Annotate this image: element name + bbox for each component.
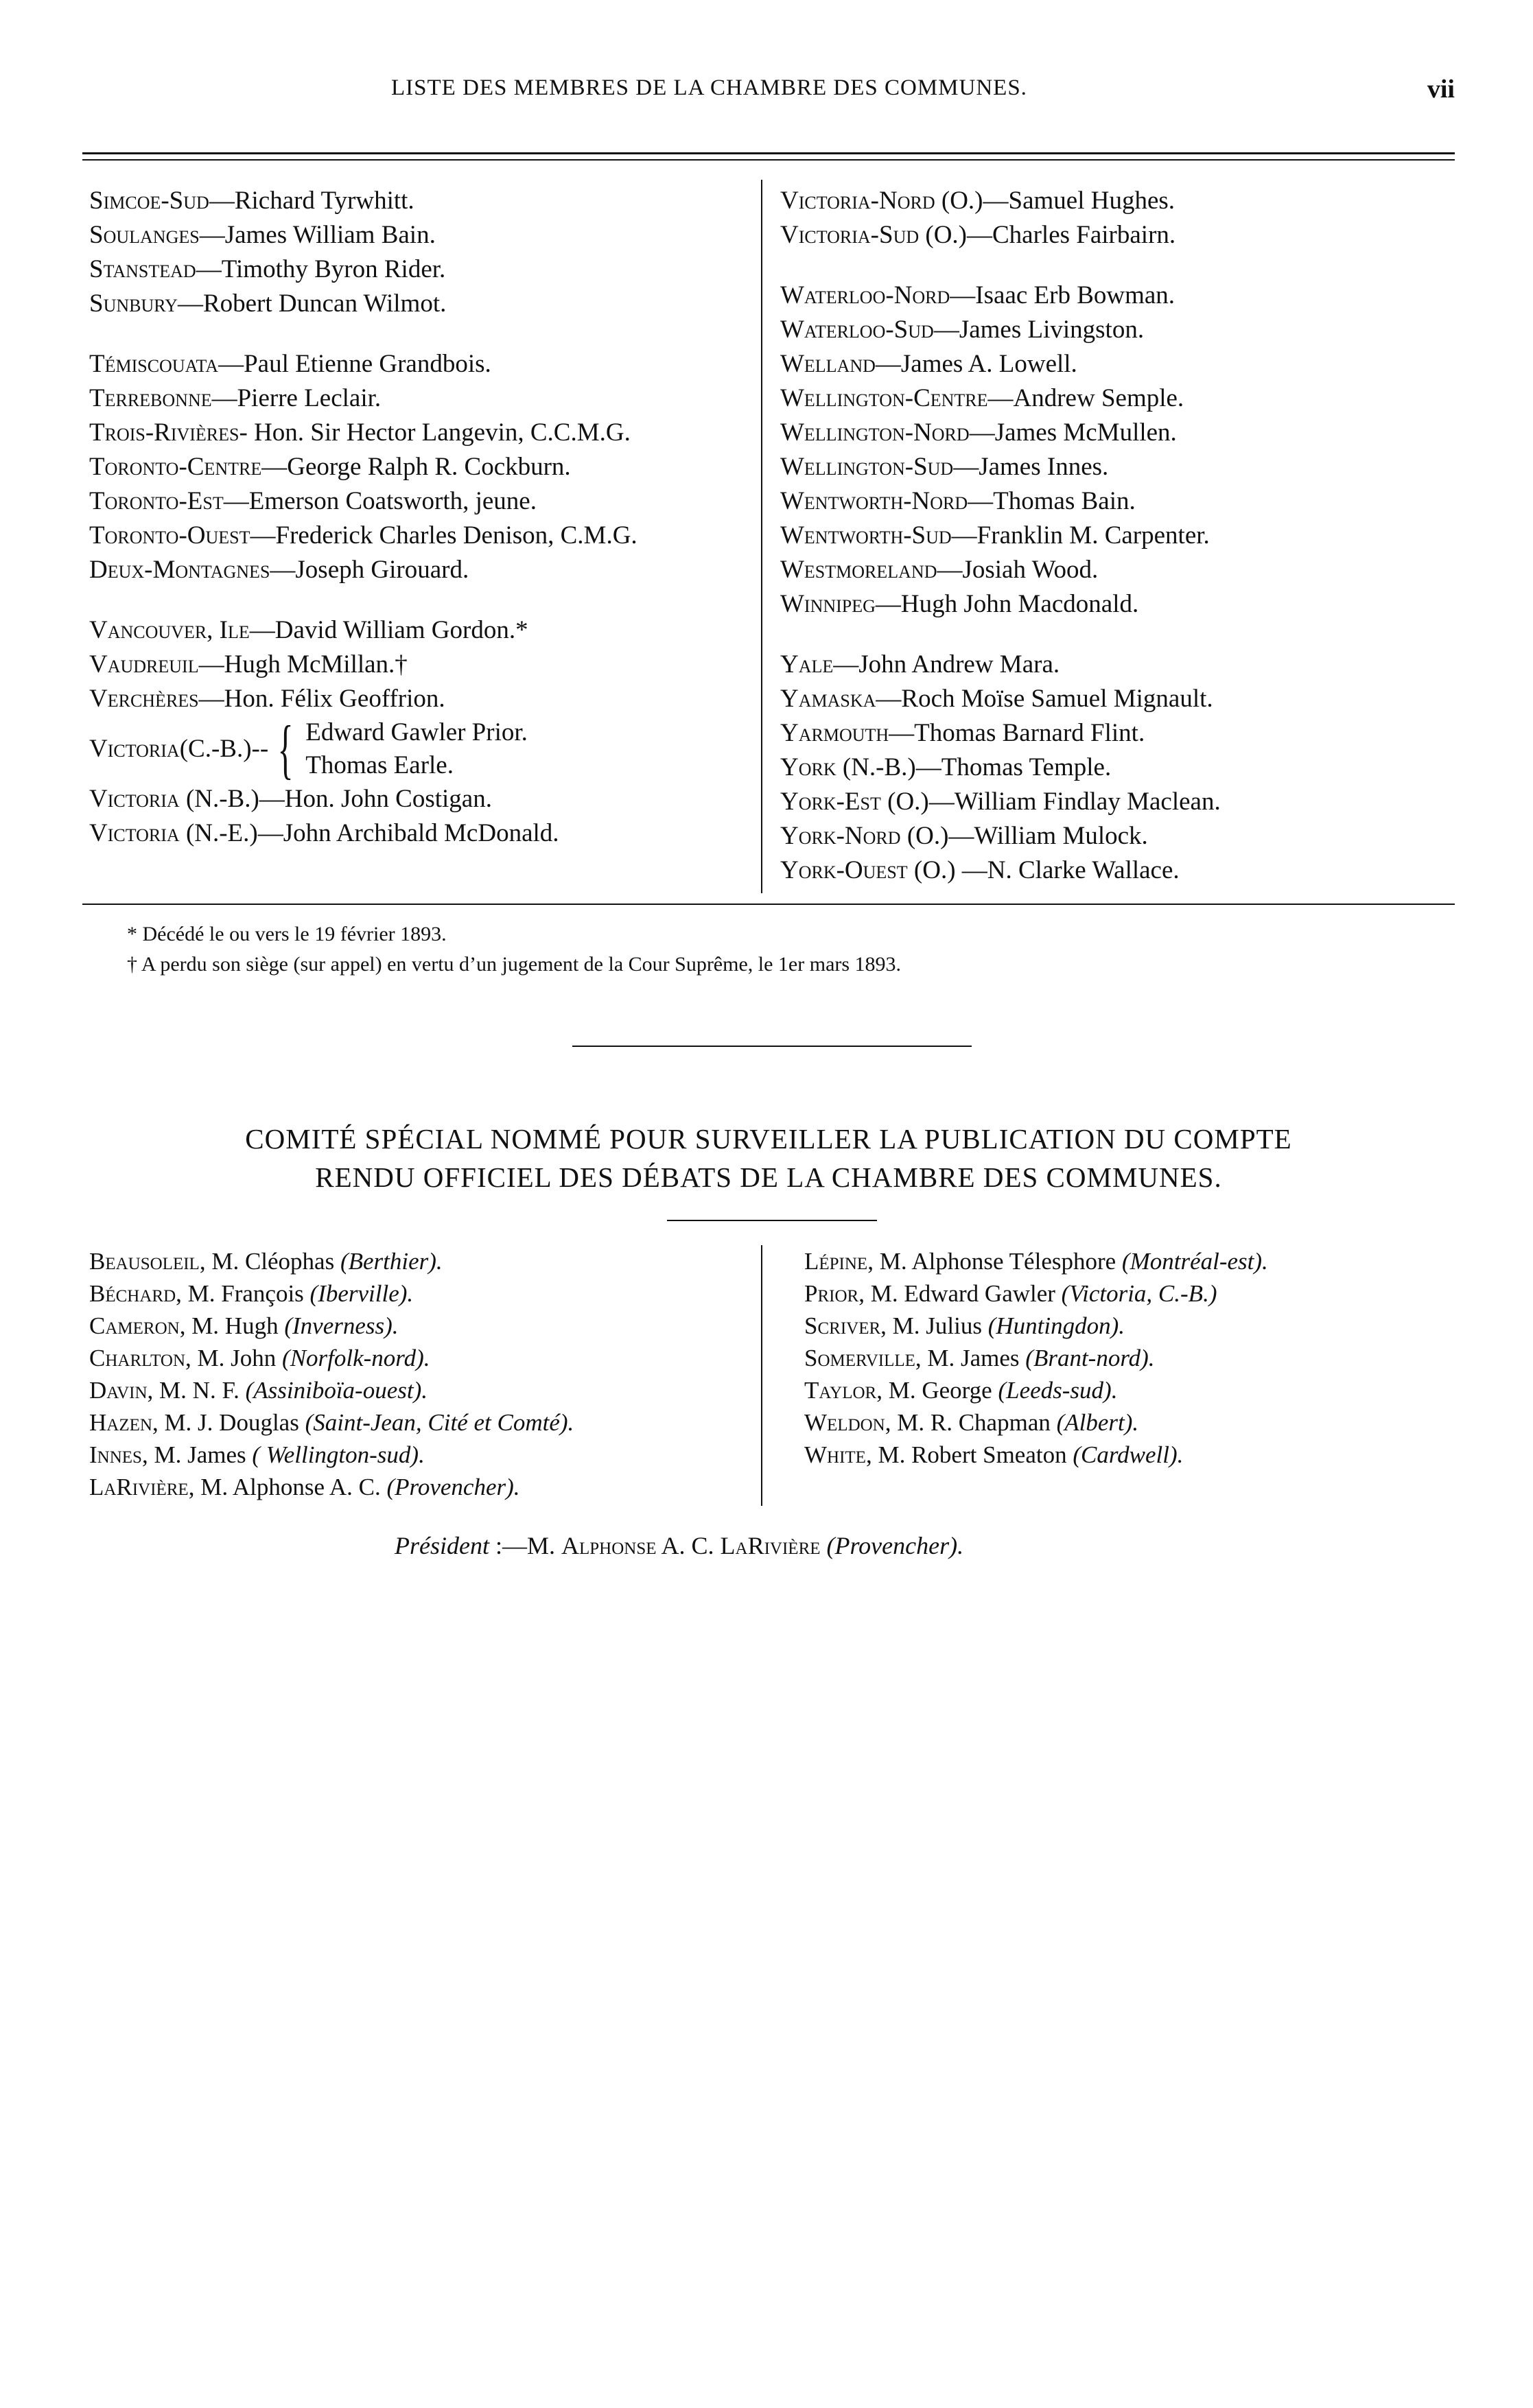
- member-name: —George Ralph R. Cockburn.: [261, 453, 571, 481]
- committee-title: [82, 1120, 1455, 1196]
- member-riding: (Victoria, C.-B.): [1061, 1280, 1217, 1307]
- riding-name: Victoria: [89, 819, 180, 847]
- member-surname: Somerville: [804, 1345, 915, 1371]
- president-riding: (Provencher).: [820, 1532, 964, 1559]
- member-surname: Hazen: [89, 1409, 152, 1436]
- riding-name: Sunbury: [89, 290, 178, 318]
- riding-name: Winnipeg: [780, 590, 876, 618]
- riding-name: York-Est: [780, 788, 881, 816]
- riding-name: Waterloo-Nord: [780, 281, 950, 309]
- riding-name: Yarmouth: [780, 719, 889, 747]
- committee-member: [89, 1406, 574, 1439]
- member-name: (N.-B.)—Hon. John Costigan.: [179, 785, 492, 813]
- constituency-entry: [780, 416, 1221, 450]
- constituency-entry: [780, 819, 1221, 853]
- constituency-entry: [89, 252, 637, 287]
- riding-name: Welland: [780, 350, 876, 378]
- group-spacer: [780, 622, 1221, 648]
- member-surname: Innes: [89, 1441, 142, 1468]
- group-spacer: [780, 252, 1221, 279]
- member-surname: White: [804, 1441, 866, 1468]
- riding-suffix: (C.-B.)--: [179, 735, 269, 763]
- constituency-entry-victoria-cb: [89, 712, 637, 786]
- constituency-entry: [780, 716, 1221, 751]
- member-name: (O.)—Charles Fairbairn.: [919, 221, 1176, 249]
- member-given-name: , M. R. Chapman: [885, 1409, 1057, 1436]
- riding-name: Victoria-Sud: [780, 221, 920, 249]
- member-name: —Joseph Girouard.: [270, 556, 469, 584]
- member-name: —James A. Lowell.: [875, 350, 1077, 378]
- riding-name: Victoria: [89, 735, 180, 763]
- riding-name: York: [780, 753, 836, 781]
- member-name: —Pierre Leclair.: [211, 384, 382, 412]
- member-name: —Roch Moïse Samuel Mignault.: [876, 685, 1213, 713]
- member-riding: (Cardwell).: [1073, 1441, 1184, 1468]
- footnotes: [127, 919, 901, 980]
- committee-member: [89, 1342, 574, 1374]
- riding-name: Témiscouata: [89, 350, 219, 378]
- constituency-entry: [780, 313, 1221, 347]
- member-name: (O.)—Samuel Hughes.: [935, 187, 1175, 215]
- member-surname: LaRivière: [89, 1474, 189, 1500]
- committee-member: [89, 1245, 574, 1277]
- member-name: —James McMullen.: [969, 418, 1177, 447]
- member-name: —John Andrew Mara.: [833, 650, 1060, 678]
- riding-name: York-Nord: [780, 822, 901, 850]
- member-name: Thomas Earle.: [305, 751, 454, 779]
- constituency-entry: [780, 587, 1221, 622]
- committee-member: [804, 1406, 1268, 1439]
- constituency-entry: [89, 450, 637, 484]
- riding-name: Vaudreuil: [89, 650, 199, 678]
- committee-member: [804, 1374, 1268, 1406]
- header-rule-bottom: [82, 159, 1455, 161]
- member-name: —Hugh John Macdonald.: [875, 590, 1139, 618]
- committee-president: [395, 1531, 963, 1560]
- member-given-name: , M. John: [185, 1345, 283, 1371]
- constituency-entry: [89, 287, 637, 321]
- member-riding: (Albert).: [1056, 1409, 1139, 1436]
- constituency-entry: [89, 782, 637, 816]
- footnote-seat-lost: † A perdu son siège (sur appel) en vertu d’un jugement de la Cour Suprême, le 1er mars 1893.: [127, 953, 902, 976]
- member-name: —Paul Etienne Grandbois.: [218, 350, 491, 378]
- member-given-name: , M. James: [915, 1345, 1026, 1371]
- member-name: —Hon. Félix Geoffrion.: [198, 685, 445, 713]
- member-name: —David William Gordon.*: [249, 616, 528, 644]
- constituency-entry: [89, 816, 637, 851]
- member-given-name: , M. Cléophas: [199, 1248, 340, 1275]
- constituency-entry: [89, 347, 637, 381]
- member-given-name: , M. J. Douglas: [152, 1409, 305, 1436]
- member-surname: Lépine: [804, 1248, 868, 1275]
- member-given-name: , M. François: [176, 1280, 310, 1307]
- constituency-entry: [780, 853, 1221, 888]
- member-name: —Robert Duncan Wilmot.: [177, 290, 447, 318]
- group-spacer: [89, 321, 637, 347]
- page-number: vii: [1427, 75, 1455, 104]
- footnote-deceased: * Décédé le ou vers le 19 février 1893.: [127, 923, 447, 945]
- member-name: (O.) —N. Clarke Wallace.: [907, 856, 1180, 884]
- riding-name: Verchères: [89, 685, 199, 713]
- member-given-name: , M. Hugh: [179, 1312, 285, 1339]
- member-given-name: , M. Alphonse A. C.: [188, 1474, 387, 1500]
- header-rule-top: [82, 152, 1455, 154]
- committee-title-rule: [667, 1220, 877, 1221]
- constituency-entry: [89, 519, 637, 553]
- member-riding: (Saint-Jean, Cité et Comté).: [305, 1409, 574, 1436]
- riding-name: Yamaska: [780, 685, 876, 713]
- running-title: LISTE DES MEMBRES DE LA CHAMBRE DES COMMUNES.: [391, 75, 1027, 100]
- constituency-entry: [89, 553, 637, 587]
- constituency-entry: [89, 484, 637, 519]
- member-name: —James William Bain.: [199, 221, 436, 249]
- riding-name: Yale: [780, 650, 834, 678]
- constituency-entry: [89, 218, 637, 252]
- committee-title-line-2: RENDU OFFICIEL DES DÉBATS DE LA CHAMBRE DES COMMUNES.: [315, 1161, 1222, 1193]
- constituency-entry: [89, 184, 637, 218]
- section-separator: [572, 1046, 972, 1047]
- member-riding: (Montréal-est).: [1121, 1248, 1268, 1275]
- member-given-name: , M. James: [141, 1441, 253, 1468]
- member-surname: Weldon: [804, 1409, 885, 1436]
- member-given-name: , M. Julius: [880, 1312, 988, 1339]
- constituency-entry: [780, 450, 1221, 484]
- constituency-list-left-end: [89, 782, 637, 851]
- riding-name: Westmoreland: [780, 556, 937, 584]
- member-name: —Thomas Barnard Flint.: [889, 719, 1145, 747]
- constituency-entry: [89, 416, 637, 450]
- constituency-list-left: [89, 184, 637, 716]
- riding-name: Wellington-Nord: [780, 418, 970, 447]
- member-name: —Richard Tyrwhitt.: [209, 187, 414, 215]
- committee-member: [89, 1439, 574, 1471]
- member-names: [305, 716, 528, 782]
- member-riding: (Iberville).: [309, 1280, 414, 1307]
- committee-divider: [761, 1245, 762, 1506]
- member-given-name: , M. N. F.: [147, 1377, 246, 1404]
- member-surname: Cameron: [89, 1312, 180, 1339]
- constituency-entry: [89, 648, 637, 682]
- riding-name: Vancouver, Ile: [89, 616, 250, 644]
- member-surname: Taylor: [804, 1377, 877, 1404]
- member-name: —Hugh McMillan.†: [198, 650, 408, 678]
- riding-name: Wellington-Centre: [780, 384, 988, 412]
- president-name: Alphonse A. C. LaRivière: [561, 1532, 821, 1559]
- member-name: —Timothy Byron Rider.: [196, 255, 446, 283]
- riding-name: Toronto-Centre: [89, 453, 262, 481]
- member-name: —Frederick Charles Denison, C.M.G.: [250, 521, 637, 550]
- member-given-name: , M. George: [876, 1377, 998, 1404]
- constituency-entry: [780, 381, 1221, 416]
- member-name: —Andrew Semple.: [987, 384, 1184, 412]
- constituency-entry: [780, 785, 1221, 819]
- member-riding: (Leeds-sud).: [998, 1377, 1118, 1404]
- constituency-entry: [780, 279, 1221, 313]
- riding-name: Soulanges: [89, 221, 200, 249]
- committee-list-left: [89, 1245, 574, 1503]
- committee-column-left: [89, 1245, 574, 1503]
- constituency-entry: [89, 682, 637, 716]
- riding-name: Simcoe-Sud: [89, 187, 209, 215]
- committee-member: [89, 1374, 574, 1406]
- riding-name: York-Ouest: [780, 856, 908, 884]
- member-given-name: , M. Edward Gawler: [858, 1280, 1062, 1307]
- constituency-list-right: [780, 184, 1221, 888]
- committee-member: [804, 1245, 1268, 1277]
- member-riding: (Assiniboïa-ouest).: [245, 1377, 428, 1404]
- committee-member: [89, 1277, 574, 1310]
- member-riding: (Provencher).: [386, 1474, 520, 1500]
- committee-title-line-1: COMITÉ SPÉCIAL NOMMÉ POUR SURVEILLER LA PUBLICATION DU COMPTE: [245, 1123, 1292, 1155]
- committee-member: [804, 1277, 1268, 1310]
- member-name: —Franklin M. Carpenter.: [951, 521, 1210, 550]
- member-riding: (Brant-nord).: [1025, 1345, 1155, 1371]
- member-riding: (Berthier).: [340, 1248, 443, 1275]
- member-given-name: , M. Alphonse Télesphore: [867, 1248, 1122, 1275]
- president-separator: :—M.: [489, 1532, 561, 1559]
- member-name: (O.)—William Mulock.: [900, 822, 1148, 850]
- member-name: —Thomas Bain.: [968, 487, 1136, 515]
- constituency-entry: [780, 682, 1221, 716]
- member-surname: Beausoleil: [89, 1248, 200, 1275]
- constituency-column-right: [780, 184, 1221, 888]
- running-head: [82, 75, 1455, 117]
- constituency-entry: [780, 184, 1221, 218]
- riding-name: Wentworth-Nord: [780, 487, 968, 515]
- riding-name: Terrebonne: [89, 384, 212, 412]
- member-name: Edward Gawler Prior.: [305, 718, 528, 746]
- member-name: —Emerson Coatsworth, jeune.: [223, 487, 537, 515]
- member-name: - Hon. Sir Hector Langevin, C.C.M.G.: [239, 418, 631, 447]
- column-divider: [761, 180, 762, 893]
- member-riding: (Norfolk-nord).: [282, 1345, 430, 1371]
- constituency-entry: [780, 218, 1221, 252]
- constituency-entry: [780, 648, 1221, 682]
- committee-member: [804, 1342, 1268, 1374]
- member-surname: Scriver: [804, 1312, 881, 1339]
- constituency-entry: [780, 519, 1221, 553]
- member-name: (N.-B.)—Thomas Temple.: [836, 753, 1112, 781]
- committee-member: [89, 1310, 574, 1342]
- riding-name: Toronto-Est: [89, 487, 224, 515]
- constituency-entry: [89, 381, 637, 416]
- member-surname: Davin: [89, 1377, 148, 1404]
- group-spacer: [89, 587, 637, 613]
- riding-name: Stanstead: [89, 255, 196, 283]
- committee-column-right: [804, 1245, 1268, 1471]
- riding-name: Trois-Rivières: [89, 418, 239, 447]
- riding-name: Wentworth-Sud: [780, 521, 952, 550]
- constituency-entry: [89, 613, 637, 648]
- committee-member: [804, 1439, 1268, 1471]
- constituency-entry: [780, 347, 1221, 381]
- constituency-entry: [780, 751, 1221, 785]
- member-name: (N.-E.)—John Archibald McDonald.: [179, 819, 559, 847]
- footnote-rule: [82, 904, 1455, 905]
- riding-name: Toronto-Ouest: [89, 521, 250, 550]
- member-riding: (Inverness).: [284, 1312, 399, 1339]
- member-name: (O.)—William Findlay Maclean.: [880, 788, 1221, 816]
- constituency-entry: [780, 484, 1221, 519]
- member-name: —Isaac Erb Bowman.: [950, 281, 1175, 309]
- committee-member: [89, 1471, 574, 1503]
- riding-name: Victoria: [89, 785, 180, 813]
- member-name: —James Innes.: [953, 453, 1109, 481]
- member-riding: (Huntingdon).: [987, 1312, 1125, 1339]
- member-surname: Charlton: [89, 1345, 186, 1371]
- riding-name: Waterloo-Sud: [780, 316, 934, 344]
- member-surname: Prior: [804, 1280, 859, 1307]
- president-label: Président: [395, 1532, 489, 1559]
- riding-name: Deux-Montagnes: [89, 556, 270, 584]
- riding-name: Wellington-Sud: [780, 453, 954, 481]
- constituency-entry: [780, 553, 1221, 587]
- brace-icon: {: [277, 712, 294, 786]
- riding-name: Victoria-Nord: [780, 187, 935, 215]
- member-given-name: , M. Robert Smeaton: [865, 1441, 1073, 1468]
- member-name: —James Livingston.: [933, 316, 1145, 344]
- constituency-column-left: [89, 184, 637, 851]
- member-name: —Josiah Wood.: [937, 556, 1099, 584]
- committee-member: [804, 1310, 1268, 1342]
- member-surname: Béchard: [89, 1280, 176, 1307]
- member-riding: ( Wellington-sud).: [252, 1441, 425, 1468]
- committee-list-right: [804, 1245, 1268, 1471]
